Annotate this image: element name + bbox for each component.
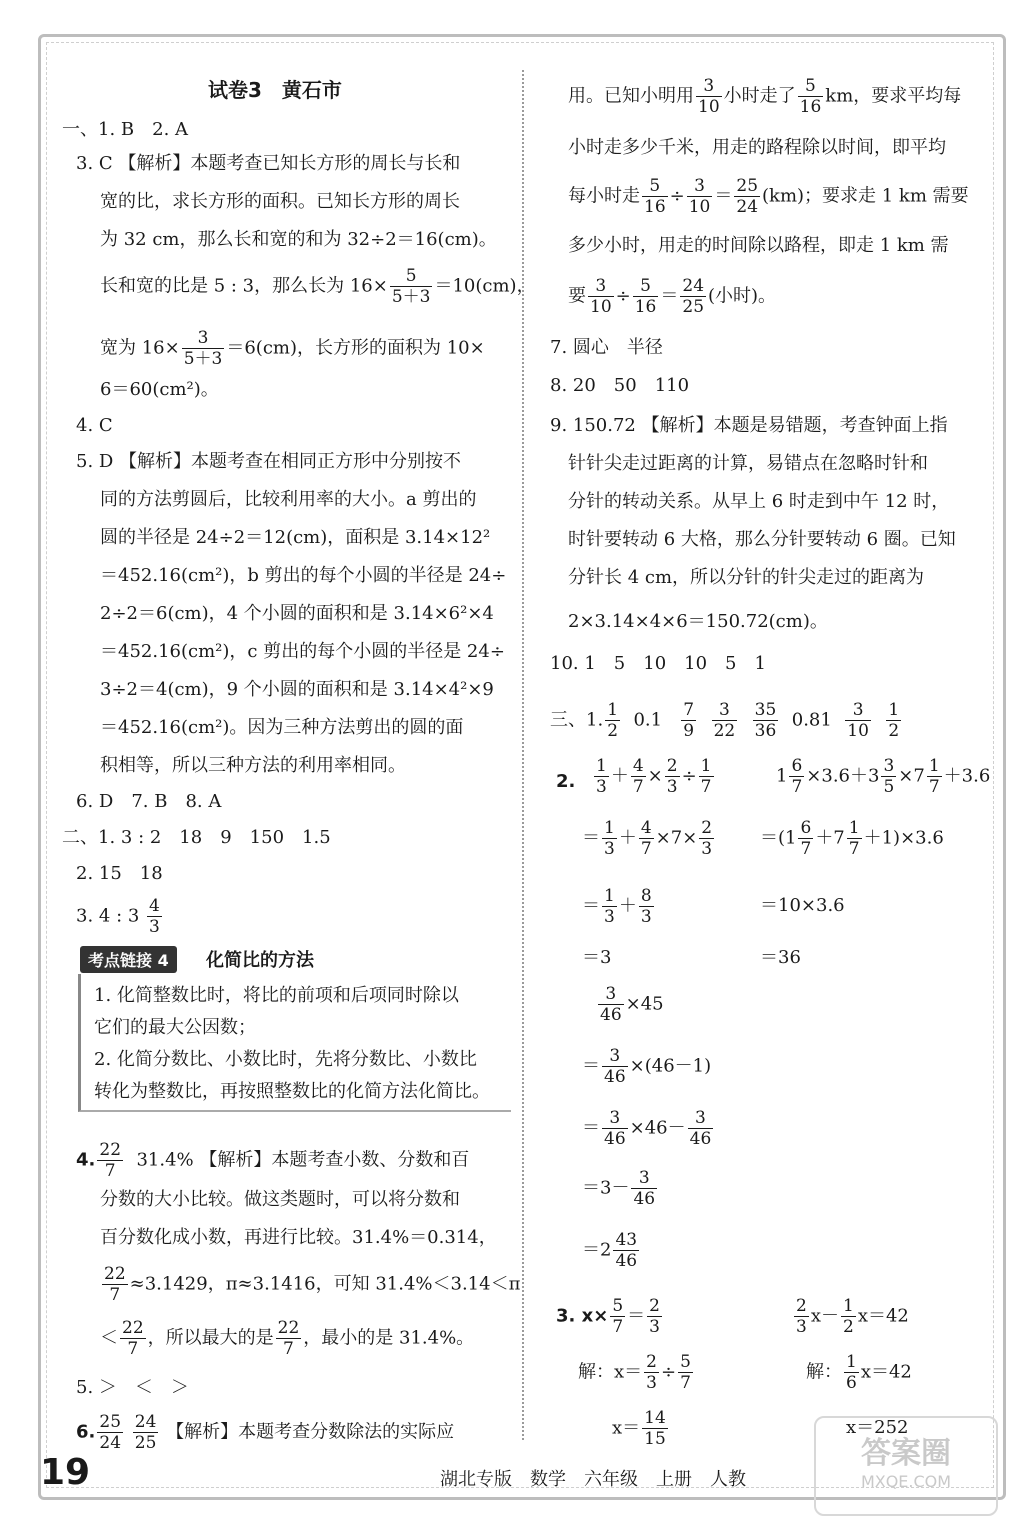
calc-step: $\frac{3}{46}$ ×45 — [600, 984, 664, 1025]
answer-line: 二、1. 3 : 2 18 9 150 1.5 — [62, 827, 331, 848]
equation: $\frac{2}{3}$ x－ $\frac{1}{2}$ x＝42 — [796, 1296, 909, 1337]
answer-line: 10. 1 5 10 10 5 1 — [550, 653, 766, 674]
equation: 3. x× $\frac{5}{7}$ ＝ $\frac{2}{3}$ — [556, 1296, 660, 1337]
answer-line: 分数的大小比较。做这类题时，可以将分数和 — [100, 1189, 460, 1210]
answer-line: 分针的转动关系。从早上 6 时走到中午 12 时， — [568, 491, 950, 512]
answer-line: ＜ $\frac{22}{7}$ ，所以最大的是 $\frac{22}{7}$ ，最小的是 31.4%。 — [100, 1318, 475, 1359]
equation: 解：x＝ $\frac{2}{3}$ ÷ $\frac{5}{7}$ — [578, 1352, 691, 1393]
answer-line: 3. 4 : 3 $\frac{4}{3}$ — [76, 896, 160, 937]
answer-line: 三、1. $\frac{1}{2}$ 0.1 $\frac{7}{9}$ $\frac{3}{22}$ $\frac{35}{36}$ 0.81 $\frac{3}{10}$ $\frac{1}{2}$ — [550, 700, 900, 741]
answer-line: 针针尖走过距离的计算，易错点在忽略时针和 — [568, 453, 928, 474]
calc-step: ＝ $\frac{3}{46}$ ×(46－1) — [582, 1046, 712, 1087]
watermark-logo — [814, 1416, 998, 1516]
answer-line: 长和宽的比是 5 : 3，那么长为 16× $\frac{5}{5+3}$ ＝10(cm)， — [100, 266, 535, 307]
calc-step: ＝36 — [760, 947, 801, 968]
answer-line: 小时走多少千米，用走的路程除以时间，即平均 — [568, 137, 946, 158]
equation: x＝252 — [846, 1417, 909, 1438]
answer-line: 同的方法剪圆后，比较利用率的大小。a 剪出的 — [100, 489, 477, 510]
answer-line: 要 $\frac{3}{10}$ ÷ $\frac{5}{16}$ ＝ $\frac{24}{25}$ (小时)。 — [568, 276, 777, 317]
answer-line: 用。已知小明用 $\frac{3}{10}$ 小时走了 $\frac{5}{16}$ km，要求平均每 — [568, 76, 962, 117]
question-number: 2. — [556, 771, 576, 792]
answer-line: 6＝60(cm²)。 — [100, 379, 219, 400]
answer-line: 宽为 16× $\frac{3}{5+3}$ ＝6(cm)，长方形的面积为 10× — [100, 328, 485, 369]
watermark-url: MXQE.COM — [860, 1472, 952, 1491]
footer-info: 湖北专版 数学 六年级 上册 人教 — [440, 1469, 746, 1490]
page-title: 试卷3 黄石市 — [208, 78, 342, 102]
equation: x＝ $\frac{14}{15}$ — [612, 1408, 666, 1449]
answer-line: 多少小时，用走的时间除以路程，即走 1 km 需 — [568, 235, 949, 256]
answer-line: 为 32 cm，那么长和宽的和为 32÷2＝16(cm)。 — [100, 229, 497, 250]
answer-line: 百分数化成小数，再进行比较。31.4%＝0.314， — [100, 1227, 497, 1248]
calc-step: ＝10×3.6 — [760, 895, 845, 916]
page-number: 19 — [40, 1452, 91, 1493]
answer-line: ＝452.16(cm²)。因为三种方法剪出的圆的面 — [100, 717, 464, 738]
calc-step: ＝2 $\frac{43}{46}$ — [582, 1230, 638, 1271]
answer-line: 2÷2＝6(cm)，4 个小圆的面积和是 3.14×6²×4 — [100, 603, 494, 624]
calc-step: 1 $\frac{6}{7}$ ×3.6＋3 $\frac{3}{5}$ ×7 $\frac{1}{7}$ ＋3.6 — [776, 756, 991, 797]
answer-line: 时针要转动 6 大格，那么分针要转动 6 圈。已知 — [568, 529, 956, 550]
answer-line: 5. D 【解析】本题考查在相同正方形中分别按不 — [76, 451, 462, 472]
answer-line: 每小时走 $\frac{5}{16}$ ÷ $\frac{3}{10}$ ＝ $\frac{25}{24}$ (km)；要求走 1 km 需要 — [568, 176, 969, 217]
calc-step: ＝3－ $\frac{3}{46}$ — [582, 1168, 656, 1209]
answer-line: 4. C — [76, 415, 113, 436]
answer-line: 圆的半径是 24÷2＝12(cm)，面积是 3.14×12² — [100, 527, 491, 548]
answer-line: 积相等，所以三种方法的利用率相同。 — [100, 755, 406, 776]
calc-step: ＝3 — [582, 947, 612, 968]
tip-title: 化简比的方法 — [206, 950, 314, 971]
answer-line: 3. C 【解析】本题考查已知长方形的周长与长和 — [76, 153, 461, 174]
tip-line: 1. 化简整数比时，将比的前项和后项同时除以 — [94, 985, 459, 1006]
answer-line: ＝452.16(cm²)，b 剪出的每个小圆的半径是 24÷ — [100, 565, 507, 586]
answer-line: 2. 15 18 — [76, 863, 163, 884]
tip-line: 转化为整数比，再按照整数比的化简方法化简比。 — [94, 1081, 490, 1102]
tip-badge: 考点链接 4 — [80, 946, 177, 973]
answer-line: 3÷2＝4(cm)，9 个小圆的面积和是 3.14×4²×9 — [100, 679, 494, 700]
answer-line: 分针长 4 cm，所以分针的针尖走过的距离为 — [568, 567, 925, 588]
answer-line: 8. 20 50 110 — [550, 375, 690, 396]
answer-line: ＝452.16(cm²)，c 剪出的每个小圆的半径是 24÷ — [100, 641, 505, 662]
answer-line: 9. 150.72 【解析】本题是易错题，考查钟面上指 — [550, 415, 948, 436]
answer-line: 4. $\frac{22}{7}$ 31.4% 【解析】本题考查小数、分数和百 — [76, 1140, 470, 1181]
answer-line: 5. ＞ ＜ ＞ — [76, 1377, 189, 1398]
calc-step: ＝(1 $\frac{6}{7}$ ＋7 $\frac{1}{7}$ ＋1)×3.6 — [760, 818, 944, 859]
answer-line: 一、1. B 2. A — [62, 119, 189, 140]
answer-line: 6. $\frac{25}{24}$ $\frac{24}{25}$ 【解析】本题考查分数除法的实际应 — [76, 1412, 455, 1453]
answer-line: 7. 圆心 半径 — [550, 337, 663, 358]
equation: 解： $\frac{1}{6}$ x＝42 — [806, 1352, 912, 1393]
calc-step: ＝ $\frac{3}{46}$ ×46－ $\frac{3}{46}$ — [582, 1108, 712, 1149]
calc-step: $\frac{1}{3}$ ＋ $\frac{4}{7}$ × $\frac{2}{3}$ ÷ $\frac{1}{7}$ — [596, 756, 712, 797]
answer-line: $\frac{22}{7}$ ≈3.1429，π≈3.1416，可知 31.4%＜3.14＜π — [104, 1264, 521, 1305]
answer-line: 2×3.14×4×6＝150.72(cm)。 — [568, 611, 828, 632]
calc-step: ＝ $\frac{1}{3}$ ＋ $\frac{8}{3}$ — [582, 886, 652, 927]
tip-line: 2. 化简分数比、小数比时，先将分数比、小数比 — [94, 1049, 477, 1070]
answer-line: 宽的比，求长方形的面积。已知长方形的周长 — [100, 191, 460, 212]
tip-line: 它们的最大公因数； — [94, 1017, 256, 1038]
watermark-text: 答案圈 — [861, 1436, 951, 1471]
answer-line: 6. D 7. B 8. A — [76, 791, 222, 812]
calc-step: ＝ $\frac{1}{3}$ ＋ $\frac{4}{7}$ ×7× $\frac{2}{3}$ — [582, 818, 713, 859]
